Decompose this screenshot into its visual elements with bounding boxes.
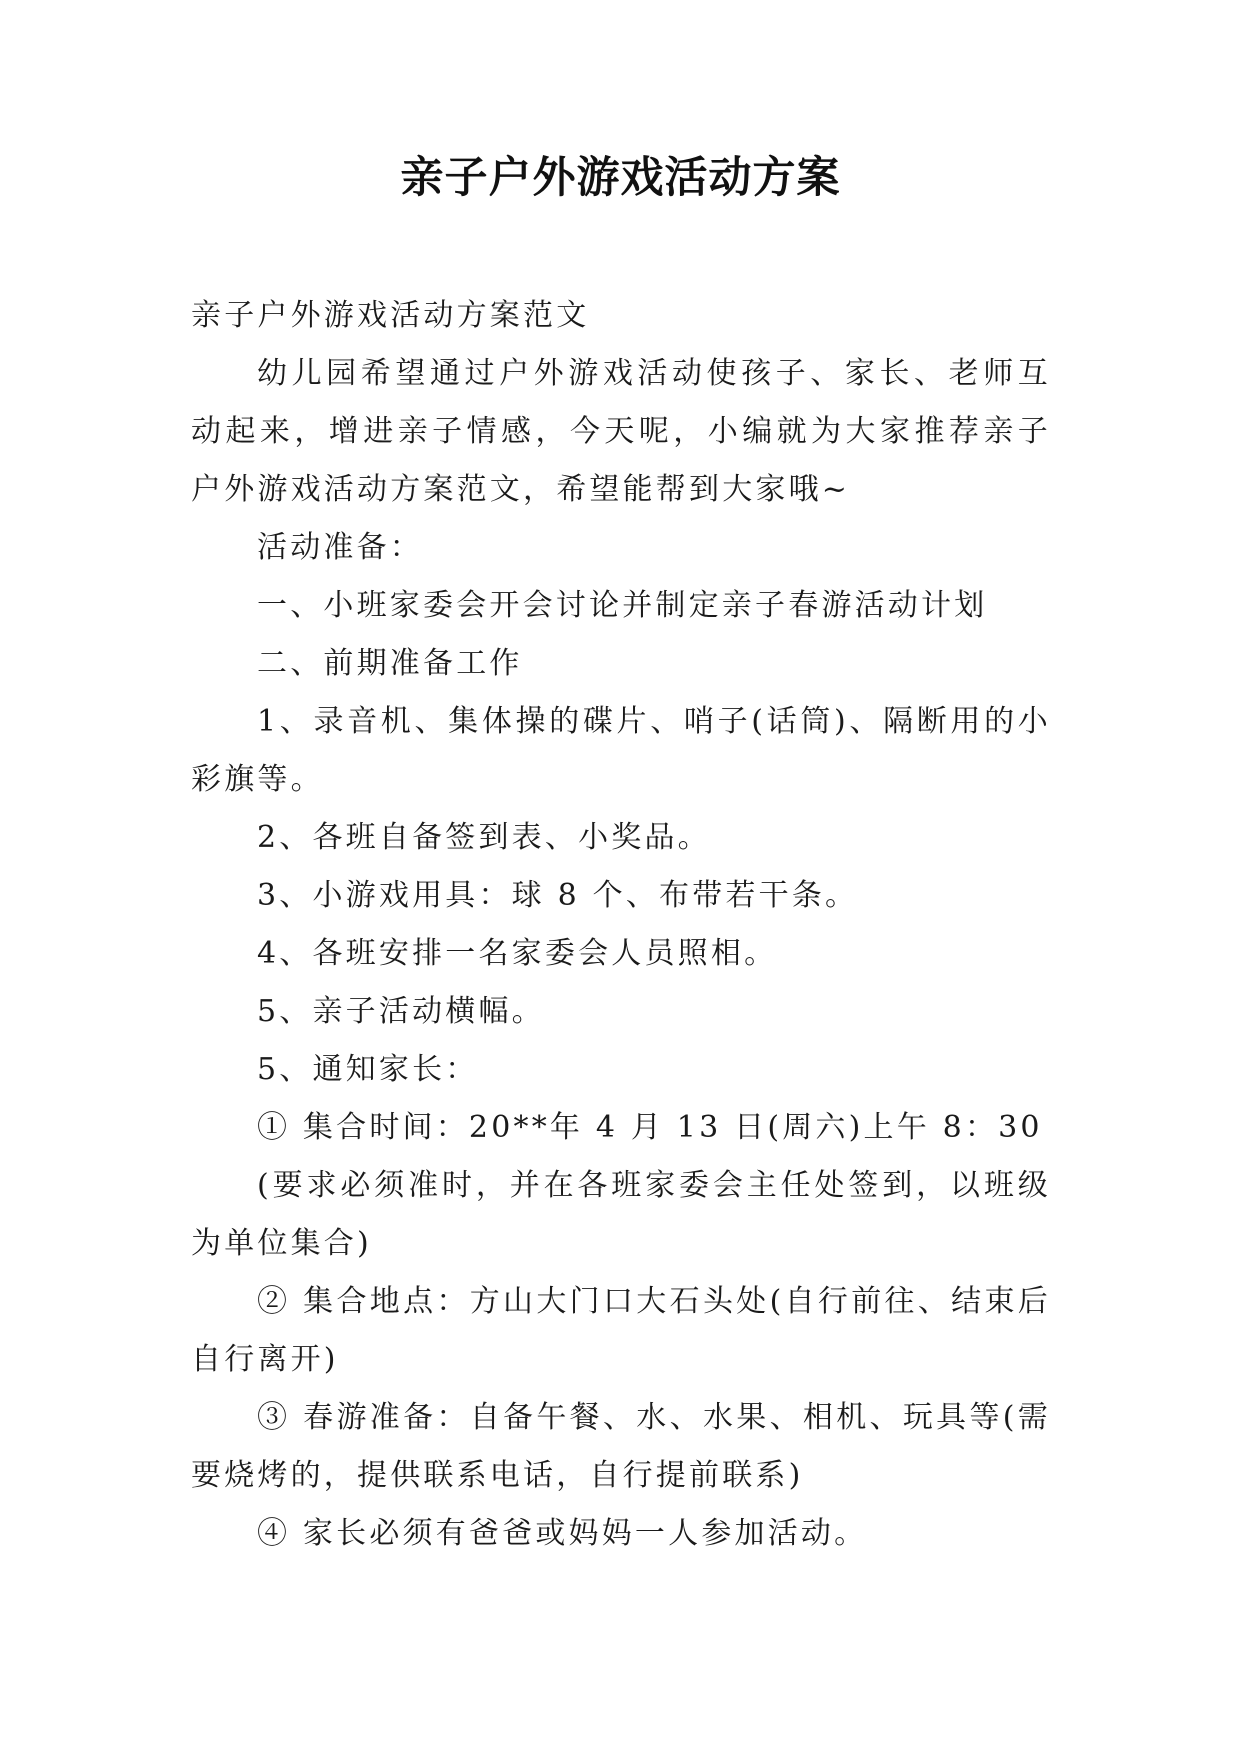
paragraph-trip-preparation: ③ 春游准备：自备午餐、水、水果、相机、玩具等(需要烧烤的，提供联系电话，自行提前联系) — [191, 1400, 1051, 1493]
paragraph-list-3: 3、小游戏用具：球 8 个、布带若干条。 — [257, 878, 859, 913]
paragraph-subtitle: 亲子户外游戏活动方案范文 — [191, 298, 590, 333]
paragraph-assembly-place: ② 集合地点：方山大门口大石头处(自行前往、结束后自行离开) — [191, 1284, 1051, 1377]
paragraph-assembly-time: ① 集合时间：20**年 4 月 13 日(周六)上午 8：30 — [257, 1110, 1043, 1145]
paragraph-assembly-note: (要求必须准时，并在各班家委会主任处签到，以班级为单位集合) — [191, 1168, 1051, 1261]
paragraph-heading-preparation: 活动准备： — [257, 530, 423, 565]
paragraph-list-5-notice: 5、通知家长： — [257, 1052, 479, 1087]
document-title: 亲子户外游戏活动方案 — [400, 153, 841, 203]
paragraph-parent-requirement: ④ 家长必须有爸爸或妈妈一人参加活动。 — [257, 1516, 868, 1551]
paragraph-intro: 幼儿园希望通过户外游戏活动使孩子、家长、老师互动起来，增进亲子情感，今天呢，小编就为大家推荐亲子户外游戏活动方案范文，希望能帮到大家哦~ — [191, 356, 1051, 507]
paragraph-item-1: 一、小班家委会开会讨论并制定亲子春游活动计划 — [257, 588, 988, 623]
paragraph-list-1: 1、录音机、集体操的碟片、哨子(话筒)、隔断用的小彩旗等。 — [191, 704, 1051, 797]
paragraph-list-5: 5、亲子活动横幅。 — [257, 994, 545, 1029]
paragraph-item-2: 二、前期准备工作 — [257, 646, 523, 681]
document-body — [191, 287, 1051, 1563]
paragraph-list-4: 4、各班安排一名家委会人员照相。 — [257, 936, 778, 971]
paragraph-list-2: 2、各班自备签到表、小奖品。 — [257, 820, 711, 855]
